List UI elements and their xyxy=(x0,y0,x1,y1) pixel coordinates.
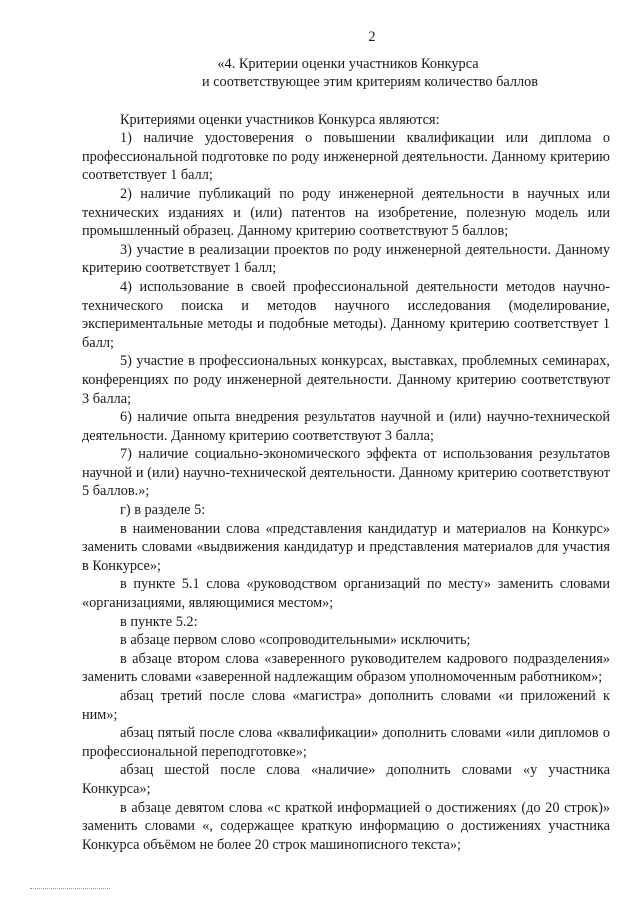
criterion-1: 1) наличие удостоверения о повышении квалификации или диплома о профессиональной подготовке по роду инженерной деятельности. Данному критерию соответствует 1 балл; xyxy=(82,130,610,184)
section-heading xyxy=(82,55,610,91)
scan-artifact-line xyxy=(30,888,110,889)
criterion-3: 3) участие в реализации проектов по роду инженерной деятельности. Данному критерию соответствует 1 балл; xyxy=(82,241,610,277)
amendment-title: в наименовании слова «представления кандидатур и материалов на Конкурс» заменить словами «выдвижения кандидатур и представления материалов для участия в Конкурсе»; xyxy=(82,520,610,574)
heading-line-1: «4. Критерии оценки участников Конкурса xyxy=(217,55,479,72)
amendment-5-1: в пункте 5.1 слова «руководством организаций по месту» заменить словами «организациями, являющимися местом»; xyxy=(82,576,610,612)
section-5-item: г) в разделе 5: xyxy=(120,502,206,519)
amendment-paragraph-5: абзац пятый после слова «квалификации» дополнить словами «или дипломов о профессиональной переподготовке»; xyxy=(82,725,610,760)
page-number: 2 xyxy=(368,29,376,45)
heading-line-2: и соответствующее этим критериям количество баллов xyxy=(201,73,539,90)
amendment-paragraph-6: абзац шестой после слова «наличие» дополнить словами «у участника Конкурса»; xyxy=(82,762,610,797)
criterion-2: 2) наличие публикаций по роду инженерной деятельности в научных или технических изданиях и (или) патентов на изобретение, полезную модель или промышленный образец. Данному критерию соответствуют 5 баллов; xyxy=(82,185,610,240)
amendment-paragraph-3: абзац третий после слова «магистра» дополнить словами «и приложений к ним»; xyxy=(82,688,610,723)
amendment-paragraph-9: в абзаце девятом слова «с краткой информацией о достижениях (до 20 строк)» заменить словами «, содержащее краткую информацию о достижениях участника Конкурса объёмом не более 20 строк машинописного текста»; xyxy=(82,799,610,853)
criterion-4: 4) использование в своей профессиональной деятельности методов научно-технического поиска и методов научного исследования (моделирование, экспериментальные методы и подобные методы). Данному критерию соответствует 1 балл; xyxy=(82,278,610,351)
criterion-5: 5) участие в профессиональных конкурсах, выставках, проблемных семинарах, конференциях по роду инженерной деятельности. Данному критерию соответствуют 3 балла; xyxy=(82,353,610,407)
criterion-6: 6) наличие опыта внедрения результатов научной и (или) научно-технической деятельности. Данному критерию соответствуют 3 балла; xyxy=(82,409,610,444)
amendment-5-2: в пункте 5.2: xyxy=(120,613,198,630)
amendment-paragraph-1: в абзаце первом слово «сопроводительными» исключить; xyxy=(120,632,471,649)
amendment-paragraph-2: в абзаце втором слова «заверенного руководителем кадрового подразделения» заменить словами «заверенной надлежащим образом уполномоченным работником»; xyxy=(82,650,610,686)
paragraph-intro: Критериями оценки участников Конкурса являются: xyxy=(120,111,440,128)
criterion-7: 7) наличие социально-экономического эффекта от использования результатов научной и (или) научно-технической деятельности. Данному критерию соответствуют 5 баллов.»; xyxy=(82,446,610,500)
